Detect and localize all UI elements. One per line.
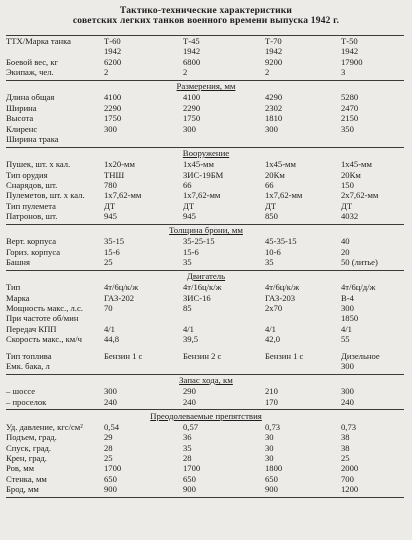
- value-cell: 1750: [183, 113, 201, 124]
- value-cell: 36: [183, 432, 192, 443]
- value-cell: 1942: [341, 46, 359, 57]
- value-cell: 0,54: [104, 421, 120, 432]
- table-row: [0, 57, 412, 67]
- section-header: [0, 81, 412, 91]
- table-row: [0, 282, 412, 292]
- value-cell: ТНШ: [104, 169, 125, 180]
- value-cell: 2х70: [265, 303, 283, 313]
- value-cell: 1942: [183, 46, 201, 57]
- value-cell: ДТ: [265, 200, 277, 211]
- value-cell: 66: [183, 179, 192, 190]
- row-label: Ширина трака: [6, 134, 59, 145]
- value-cell: 1800: [265, 463, 283, 474]
- row-label: Уд. давление, кгс/см²: [6, 421, 83, 432]
- value-cell: Дизельное: [341, 350, 380, 361]
- value-cell: 900: [265, 484, 278, 495]
- row-label: Пулеметов, шт. х кал.: [6, 190, 85, 201]
- value-cell: ЗИС-19БМ: [183, 169, 224, 180]
- table-row: [0, 124, 412, 134]
- table-row: [0, 92, 412, 102]
- value-cell: ДТ: [341, 200, 353, 211]
- row-label: Гориз. корпуса: [6, 246, 61, 257]
- table-row: [0, 247, 412, 257]
- value-cell: 300: [183, 123, 196, 134]
- value-cell: 1942: [265, 46, 283, 57]
- table-row: [0, 453, 412, 463]
- value-cell: Т-70: [265, 36, 282, 46]
- row-label: ТТХ/Марка танка: [6, 36, 71, 46]
- value-cell: Т-50: [341, 36, 358, 46]
- row-label: Ров, мм: [6, 463, 35, 474]
- value-cell: 300: [341, 386, 354, 397]
- value-cell: 1х45-мм: [341, 159, 372, 170]
- table-row: [0, 67, 412, 77]
- value-cell: 300: [265, 123, 278, 134]
- table-row: [0, 351, 412, 361]
- value-cell: 1х45-мм: [183, 159, 214, 170]
- row-label: При частоте об/мин: [6, 313, 79, 324]
- value-cell: 2: [183, 67, 188, 78]
- value-cell: 38: [341, 442, 350, 453]
- row-label: Марка: [6, 292, 30, 303]
- row-label: Пушек, шт. х кал.: [6, 159, 71, 170]
- value-cell: 25: [104, 257, 113, 268]
- value-cell: 1х7,62-мм: [265, 190, 303, 201]
- row-label: Подъем, град.: [6, 432, 57, 443]
- value-cell: 5280: [341, 92, 359, 103]
- value-cell: 28: [104, 442, 113, 453]
- value-cell: В-4: [341, 292, 354, 303]
- row-label: – проселок: [6, 396, 47, 407]
- value-cell: 850: [265, 211, 278, 222]
- table-rule: [6, 497, 404, 498]
- table-row: [0, 463, 412, 473]
- value-cell: 4/1: [183, 323, 194, 334]
- table-row: [0, 303, 412, 313]
- value-cell: ЗИС-16: [183, 292, 211, 303]
- value-cell: 55: [341, 334, 350, 345]
- table-row: [0, 190, 412, 200]
- row-label: Скорость макс., км/ч: [6, 334, 82, 345]
- value-cell: 300: [341, 361, 354, 372]
- table-row: [0, 134, 412, 144]
- value-cell: Т-60: [104, 36, 121, 46]
- row-label: Ширина: [6, 102, 37, 113]
- row-label: Стенка, мм: [6, 473, 47, 484]
- row-label: Длина общая: [6, 92, 55, 103]
- value-cell: 20: [341, 246, 350, 257]
- value-cell: 1700: [104, 463, 122, 474]
- value-cell: 4100: [104, 92, 122, 103]
- value-cell: Бензин 1 с: [265, 350, 304, 361]
- table-row: [0, 170, 412, 180]
- row-label: Высота: [6, 113, 34, 124]
- value-cell: 20Км: [265, 169, 285, 180]
- value-cell: 2470: [341, 102, 359, 113]
- table-row: [0, 293, 412, 303]
- value-cell: 300: [341, 303, 354, 313]
- value-cell: Т-45: [183, 36, 200, 46]
- value-cell: 35: [183, 257, 192, 268]
- value-cell: 25: [341, 452, 350, 463]
- value-cell: 44,8: [104, 334, 120, 345]
- table-row: [0, 313, 412, 323]
- row-label: Тип: [6, 282, 21, 293]
- value-cell: 45-35-15: [265, 236, 297, 247]
- row-label: Тип топлива: [6, 350, 52, 361]
- value-cell: 0,73: [341, 421, 357, 432]
- value-cell: 10-6: [265, 246, 281, 257]
- value-cell: 2х7,62-мм: [341, 190, 379, 201]
- value-cell: 4290: [265, 92, 283, 103]
- section-header: [0, 225, 412, 235]
- value-cell: 1810: [265, 113, 283, 124]
- section-header: [0, 411, 412, 421]
- value-cell: 2290: [104, 102, 122, 113]
- value-cell: 20Км: [341, 169, 361, 180]
- value-cell: 650: [265, 473, 278, 484]
- table-row: [0, 443, 412, 453]
- value-cell: 2: [104, 67, 109, 78]
- value-cell: 2: [265, 67, 270, 78]
- value-cell: 945: [183, 211, 196, 222]
- value-cell: 25: [104, 452, 113, 463]
- section-header: [0, 375, 412, 385]
- value-cell: 30: [265, 432, 274, 443]
- section-title: Толщина брони, мм: [169, 225, 243, 236]
- row-label: Экипаж, чел.: [6, 67, 54, 78]
- row-label: Снарядов, шт.: [6, 179, 58, 190]
- value-cell: 150: [341, 179, 354, 190]
- value-cell: 1х20-мм: [104, 159, 135, 170]
- row-label: Брод, мм: [6, 484, 39, 495]
- table-row: [0, 201, 412, 211]
- table-row: [0, 432, 412, 442]
- row-label: Тип пулемета: [6, 200, 56, 211]
- value-cell: ГАЗ-203: [265, 292, 296, 303]
- table-row: [0, 180, 412, 190]
- table-row: [0, 324, 412, 334]
- row-label: Тип орудия: [6, 169, 48, 180]
- section-header: [0, 271, 412, 281]
- table-row: [0, 397, 412, 407]
- value-cell: 50 (литье): [341, 257, 378, 268]
- value-cell: 4032: [341, 211, 359, 222]
- table-row: [0, 422, 412, 432]
- value-cell: 4т/16ц/к/ж: [183, 282, 222, 293]
- value-cell: 2290: [183, 102, 201, 113]
- value-cell: 42,0: [265, 334, 281, 345]
- value-cell: Бензин 2 с: [183, 350, 222, 361]
- value-cell: 66: [265, 179, 274, 190]
- value-cell: 2150: [341, 113, 359, 124]
- value-cell: 1х7,62-мм: [104, 190, 142, 201]
- value-cell: 0,57: [183, 421, 199, 432]
- row-label: Спуск, град.: [6, 442, 52, 453]
- value-cell: ДТ: [104, 200, 116, 211]
- table-title: Тактико-технические характеристики: [119, 6, 293, 16]
- table-row: [0, 236, 412, 246]
- value-cell: ДТ: [183, 200, 195, 211]
- section-title: Преодолеваемые препятствия: [150, 410, 262, 421]
- value-cell: 85: [183, 303, 192, 313]
- value-cell: 4/1: [265, 323, 276, 334]
- value-cell: 9200: [265, 56, 283, 67]
- value-cell: 240: [341, 396, 354, 407]
- table-row: [0, 36, 412, 46]
- value-cell: 70: [104, 303, 113, 313]
- row-label: Верт. корпуса: [6, 236, 57, 247]
- value-cell: 650: [183, 473, 196, 484]
- section-title: Размерения, мм: [176, 81, 236, 92]
- table-row: [0, 474, 412, 484]
- value-cell: ГАЗ-202: [104, 292, 135, 303]
- table-row: [0, 386, 412, 396]
- value-cell: 6800: [183, 56, 201, 67]
- value-cell: 350: [341, 123, 354, 134]
- section-title: Запас хода, км: [179, 375, 233, 386]
- row-label: Емк. бака, л: [6, 361, 50, 372]
- row-label: Патронов, шт.: [6, 211, 58, 222]
- value-cell: 1200: [341, 484, 359, 495]
- value-cell: 300: [104, 386, 117, 397]
- value-cell: 2302: [265, 102, 283, 113]
- value-cell: 4/1: [104, 323, 115, 334]
- value-cell: Бензин 1 с: [104, 350, 143, 361]
- table-row: [0, 334, 412, 344]
- value-cell: 35: [265, 257, 274, 268]
- section-header: [0, 148, 412, 158]
- value-cell: 900: [104, 484, 117, 495]
- row-label: Башня: [6, 257, 30, 268]
- value-cell: 4т/6ц/к/ж: [104, 282, 139, 293]
- row-label: Клиренс: [6, 123, 38, 134]
- value-cell: 35: [183, 442, 192, 453]
- value-cell: 945: [104, 211, 117, 222]
- value-cell: 3: [341, 67, 346, 78]
- table-row: [0, 361, 412, 371]
- row-label: – шоссе: [6, 386, 36, 397]
- section-title: Двигатель: [186, 271, 226, 282]
- value-cell: 4т/6ц/к/ж: [265, 282, 300, 293]
- value-cell: 35-15: [104, 236, 125, 247]
- value-cell: 15-6: [183, 246, 199, 257]
- value-cell: 38: [341, 432, 350, 443]
- value-cell: 240: [183, 396, 196, 407]
- value-cell: 39,5: [183, 334, 199, 345]
- value-cell: 1750: [104, 113, 122, 124]
- value-cell: 1942: [104, 46, 122, 57]
- value-cell: 240: [104, 396, 117, 407]
- value-cell: 4/1: [341, 323, 352, 334]
- value-cell: 1850: [341, 313, 359, 324]
- table-row: [0, 103, 412, 113]
- value-cell: 40: [341, 236, 350, 247]
- table-row: [0, 113, 412, 123]
- value-cell: 1700: [183, 463, 201, 474]
- table-subtitle: советских легких танков военного времени выпуска 1942 г.: [72, 16, 340, 26]
- value-cell: 780: [104, 179, 117, 190]
- table-row: [0, 257, 412, 267]
- value-cell: 35-25-15: [183, 236, 215, 247]
- value-cell: 210: [265, 386, 278, 397]
- value-cell: 290: [183, 386, 196, 397]
- value-cell: 4т/6ц/д/ж: [341, 282, 376, 293]
- value-cell: 900: [183, 484, 196, 495]
- row-label: Боевой вес, кг: [6, 56, 59, 67]
- section-title: Вооружение: [182, 148, 230, 159]
- value-cell: 28: [183, 452, 192, 463]
- value-cell: 300: [104, 123, 117, 134]
- value-cell: 6200: [104, 56, 122, 67]
- value-cell: 650: [104, 473, 117, 484]
- table-row: [0, 46, 412, 56]
- value-cell: 4100: [183, 92, 201, 103]
- value-cell: 15-6: [104, 246, 120, 257]
- row-label: Передач КПП: [6, 323, 57, 334]
- value-cell: 1х45-мм: [265, 159, 296, 170]
- value-cell: 2000: [341, 463, 359, 474]
- row-label: Крен, град.: [6, 452, 47, 463]
- row-label: Мощность макс., л.с.: [6, 303, 83, 313]
- table-row: [0, 484, 412, 494]
- value-cell: 700: [341, 473, 354, 484]
- value-cell: 17900: [341, 56, 363, 67]
- table-row: [0, 159, 412, 169]
- value-cell: 170: [265, 396, 278, 407]
- table-row: [0, 211, 412, 221]
- value-cell: 29: [104, 432, 113, 443]
- value-cell: 30: [265, 452, 274, 463]
- value-cell: 0,73: [265, 421, 281, 432]
- value-cell: 30: [265, 442, 274, 453]
- value-cell: 1х7,62-мм: [183, 190, 221, 201]
